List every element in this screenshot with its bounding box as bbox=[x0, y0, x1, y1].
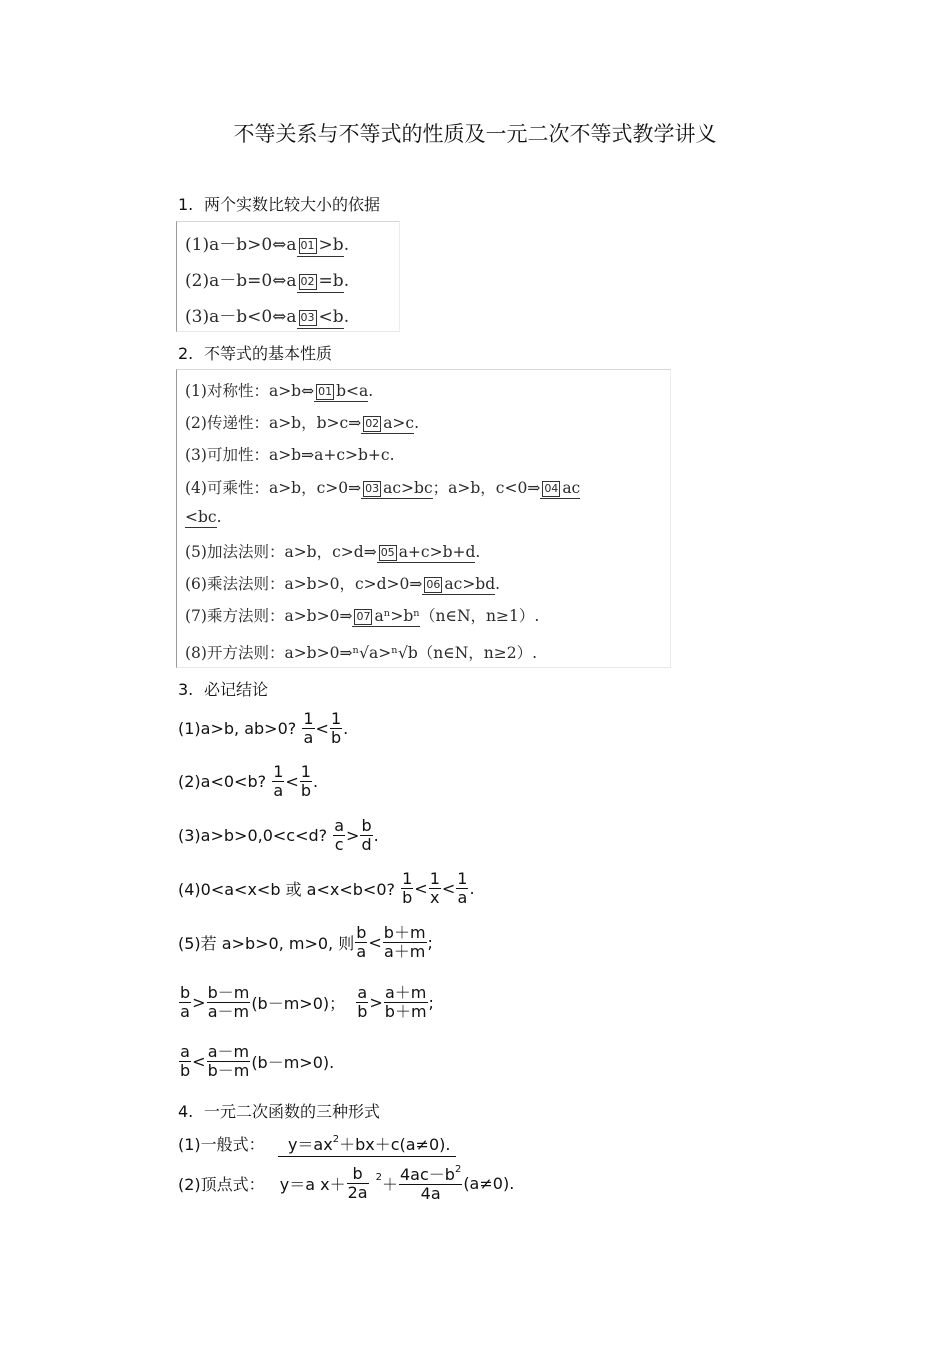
expr-part: y＝ax bbox=[287, 1135, 333, 1154]
numerator: b bbox=[361, 816, 372, 835]
quad-general-form bbox=[178, 1132, 456, 1155]
general-form-expression bbox=[278, 1135, 456, 1157]
property-line-8 bbox=[185, 641, 537, 663]
answer-text: b<a bbox=[336, 382, 369, 400]
property-line-7 bbox=[185, 604, 539, 626]
fraction bbox=[330, 710, 342, 747]
numerator: b－m bbox=[207, 983, 250, 1002]
denominator: a bbox=[356, 942, 367, 961]
denominator: 4a bbox=[420, 1184, 441, 1203]
property-mid: ；a>b，c<0⇒ bbox=[432, 479, 541, 497]
numerator: b bbox=[356, 923, 367, 942]
conclusion-premise: (4)0<a<x<b 或 a<x<b<0? bbox=[178, 880, 395, 899]
numerator-text: 4ac－b bbox=[399, 1165, 455, 1184]
numerator: b bbox=[347, 1165, 369, 1184]
denominator: b bbox=[300, 781, 311, 800]
answer-index: 01 bbox=[318, 385, 333, 398]
fraction bbox=[355, 924, 367, 961]
property-text: (2)传递性：a>b，b>c⇒ bbox=[185, 414, 362, 432]
numerator: a bbox=[357, 983, 368, 1002]
operator: < bbox=[285, 772, 299, 791]
property-end: . bbox=[495, 575, 501, 593]
property-line-3 bbox=[185, 443, 395, 465]
fraction bbox=[399, 1164, 462, 1203]
operator: < bbox=[368, 933, 382, 952]
denominator: d bbox=[361, 835, 372, 854]
answer-index: 04 bbox=[544, 482, 559, 495]
exponent: 2 bbox=[332, 1134, 340, 1145]
numerator: 1 bbox=[429, 869, 440, 888]
section-2-heading bbox=[178, 341, 332, 364]
form-label: (1)一般式： bbox=[178, 1135, 265, 1154]
compare-lhs: (3)a－b<0⇔a bbox=[185, 307, 297, 327]
answer-index: 06 bbox=[426, 578, 441, 591]
operator: > bbox=[369, 993, 383, 1012]
fraction bbox=[179, 1043, 191, 1080]
property-line-4 bbox=[185, 476, 580, 498]
form-label: (2)顶点式： bbox=[178, 1175, 265, 1194]
line-end: . bbox=[343, 719, 349, 738]
answer-index: 07 bbox=[356, 610, 371, 623]
page-title: 不等关系与不等式的性质及一元二次不等式教学讲义 bbox=[233, 122, 717, 146]
expr-part: ＋bx＋c(a≠0). bbox=[339, 1135, 451, 1154]
numerator: b＋m bbox=[383, 923, 426, 942]
property-end: . bbox=[414, 414, 420, 432]
fraction bbox=[302, 710, 314, 747]
operator: > bbox=[346, 826, 360, 845]
operator: ＋ bbox=[381, 1175, 398, 1194]
denominator: b bbox=[330, 728, 342, 747]
property-text: (5)加法法则：a>b，c>d⇒ bbox=[185, 543, 377, 561]
fraction bbox=[401, 870, 413, 907]
section-3-heading bbox=[178, 677, 268, 700]
quad-vertex-form bbox=[178, 1164, 514, 1203]
conclusion-7 bbox=[178, 1043, 334, 1080]
operator: < bbox=[414, 879, 428, 898]
exponent: 2 bbox=[454, 1164, 462, 1175]
denominator: x bbox=[430, 888, 440, 907]
fraction bbox=[333, 817, 345, 854]
answer-index: 05 bbox=[380, 546, 395, 559]
compare-line-3 bbox=[185, 302, 349, 327]
fraction bbox=[179, 984, 191, 1021]
numerator: b bbox=[180, 983, 191, 1002]
numerator: a＋m bbox=[384, 983, 427, 1002]
conclusion-1 bbox=[178, 710, 348, 747]
exponent: 2 bbox=[375, 1172, 382, 1183]
denominator: a bbox=[457, 888, 468, 907]
answer-text: ac bbox=[562, 479, 581, 497]
section-text: 一元二次函数的三种形式 bbox=[204, 1102, 381, 1121]
property-end: . bbox=[216, 508, 222, 526]
denominator: b＋m bbox=[384, 1002, 427, 1021]
section-number: 4. bbox=[178, 1102, 194, 1121]
denominator: b bbox=[402, 888, 413, 907]
answer-text: a+c>b+d bbox=[398, 543, 476, 561]
property-text: (7)乘方法则：a>b>0⇒ bbox=[185, 607, 353, 625]
compare-basis-figure bbox=[176, 221, 400, 332]
denominator: a＋m bbox=[383, 942, 426, 961]
expr-part: y＝a x＋ bbox=[279, 1175, 346, 1194]
fraction bbox=[384, 984, 428, 1021]
operator: < bbox=[315, 719, 329, 738]
compare-line-2 bbox=[185, 266, 349, 291]
condition-text: (b－m>0)； bbox=[251, 994, 346, 1013]
conclusion-premise: (1)a>b, ab>0? bbox=[178, 719, 297, 738]
property-end: . bbox=[475, 543, 481, 561]
fraction bbox=[272, 763, 284, 800]
line-end: . bbox=[312, 772, 319, 791]
numerator: 1 bbox=[457, 869, 468, 888]
fraction bbox=[456, 870, 468, 907]
answer-index: 01 bbox=[300, 239, 315, 252]
answer-text: aⁿ>bⁿ bbox=[374, 607, 421, 625]
answer-index: 03 bbox=[300, 311, 315, 324]
conclusion-premise: (2)a<0<b? bbox=[178, 772, 267, 791]
section-number: 2. bbox=[178, 344, 194, 363]
numerator: a bbox=[334, 816, 345, 835]
properties-figure bbox=[176, 369, 671, 668]
denominator: c bbox=[334, 835, 344, 854]
property-text: (3)可加性：a>b⇒a+c>b+c. bbox=[185, 446, 395, 464]
conclusion-4 bbox=[178, 870, 475, 907]
line-end: . bbox=[343, 271, 350, 291]
answer-text: ac>bc bbox=[383, 479, 433, 497]
numerator: 1 bbox=[330, 709, 342, 728]
fraction bbox=[300, 763, 312, 800]
conclusion-3 bbox=[178, 817, 379, 854]
condition-text: (a≠0). bbox=[463, 1174, 515, 1193]
line-end: ; bbox=[428, 993, 434, 1012]
line-end: . bbox=[373, 826, 379, 845]
property-text: (1)对称性：a>b⇔ bbox=[185, 382, 315, 400]
denominator: b bbox=[180, 1061, 191, 1080]
denominator: b bbox=[357, 1002, 368, 1021]
fraction bbox=[207, 984, 251, 1021]
property-line-4-cont bbox=[185, 508, 222, 526]
conclusion-6 bbox=[178, 984, 434, 1021]
fraction bbox=[347, 1165, 369, 1202]
denominator: 2a bbox=[347, 1183, 368, 1202]
compare-line-1 bbox=[185, 230, 349, 255]
section-1-heading bbox=[178, 192, 380, 215]
compare-lhs: (2)a－b=0⇔a bbox=[185, 271, 297, 291]
numerator: 1 bbox=[300, 762, 311, 781]
answer-index: 02 bbox=[365, 417, 380, 430]
section-4-heading bbox=[178, 1099, 380, 1122]
fraction bbox=[356, 984, 368, 1021]
numerator: a bbox=[180, 1042, 190, 1061]
property-end: （n∈N，n≥1）. bbox=[420, 607, 540, 625]
line-end: . bbox=[343, 235, 350, 255]
numerator bbox=[399, 1164, 462, 1185]
section-number: 3. bbox=[178, 680, 194, 699]
denominator: a bbox=[180, 1002, 190, 1021]
answer-index: 03 bbox=[365, 482, 380, 495]
denominator: a bbox=[303, 728, 314, 747]
line-end: . bbox=[343, 307, 350, 327]
fraction bbox=[429, 870, 441, 907]
denominator: b－m bbox=[207, 1061, 250, 1080]
conclusion-premise: (3)a>b>0,0<c<d? bbox=[178, 826, 328, 845]
line-end: ; bbox=[427, 933, 433, 952]
condition-text: (b－m>0). bbox=[251, 1053, 335, 1072]
denominator: a bbox=[273, 781, 284, 800]
property-line-5 bbox=[185, 540, 480, 562]
fraction bbox=[207, 1043, 251, 1080]
operator: > bbox=[192, 993, 206, 1012]
property-text: (8)开方法则：a>b>0⇒ⁿ√a>ⁿ√b（n∈N，n≥2）. bbox=[185, 644, 538, 662]
operator: < bbox=[192, 1052, 206, 1071]
property-line-1 bbox=[185, 379, 373, 401]
numerator: 1 bbox=[402, 869, 413, 888]
answer-text: <b bbox=[318, 307, 344, 327]
conclusion-2 bbox=[178, 763, 318, 800]
answer-index: 02 bbox=[300, 275, 315, 288]
section-text: 两个实数比较大小的依据 bbox=[204, 195, 381, 214]
property-text: (6)乘法法则：a>b>0，c>d>0⇒ bbox=[185, 575, 423, 593]
denominator: a－m bbox=[207, 1002, 250, 1021]
conclusion-5 bbox=[178, 924, 433, 961]
section-text: 不等式的基本性质 bbox=[204, 344, 333, 363]
answer-text: <bc bbox=[185, 508, 217, 526]
fraction bbox=[383, 924, 427, 961]
compare-lhs: (1)a－b>0⇔a bbox=[185, 235, 297, 255]
property-text: (4)可乘性：a>b，c>0⇒ bbox=[185, 479, 362, 497]
section-text: 必记结论 bbox=[204, 680, 269, 699]
conclusion-premise: (5)若 a>b>0, m>0, 则 bbox=[178, 934, 355, 953]
numerator: a－m bbox=[207, 1042, 250, 1061]
numerator: 1 bbox=[273, 762, 284, 781]
answer-text: ac>bd bbox=[444, 575, 496, 593]
fraction bbox=[360, 817, 372, 854]
operator: < bbox=[441, 879, 456, 898]
answer-text: =b bbox=[318, 271, 344, 291]
answer-text: a>c bbox=[383, 414, 415, 432]
property-line-6 bbox=[185, 572, 500, 594]
property-line-2 bbox=[185, 411, 419, 433]
property-end: . bbox=[368, 382, 374, 400]
line-end: . bbox=[469, 879, 475, 898]
section-number: 1. bbox=[178, 195, 194, 214]
answer-text: >b bbox=[318, 235, 344, 255]
numerator: 1 bbox=[303, 709, 314, 728]
